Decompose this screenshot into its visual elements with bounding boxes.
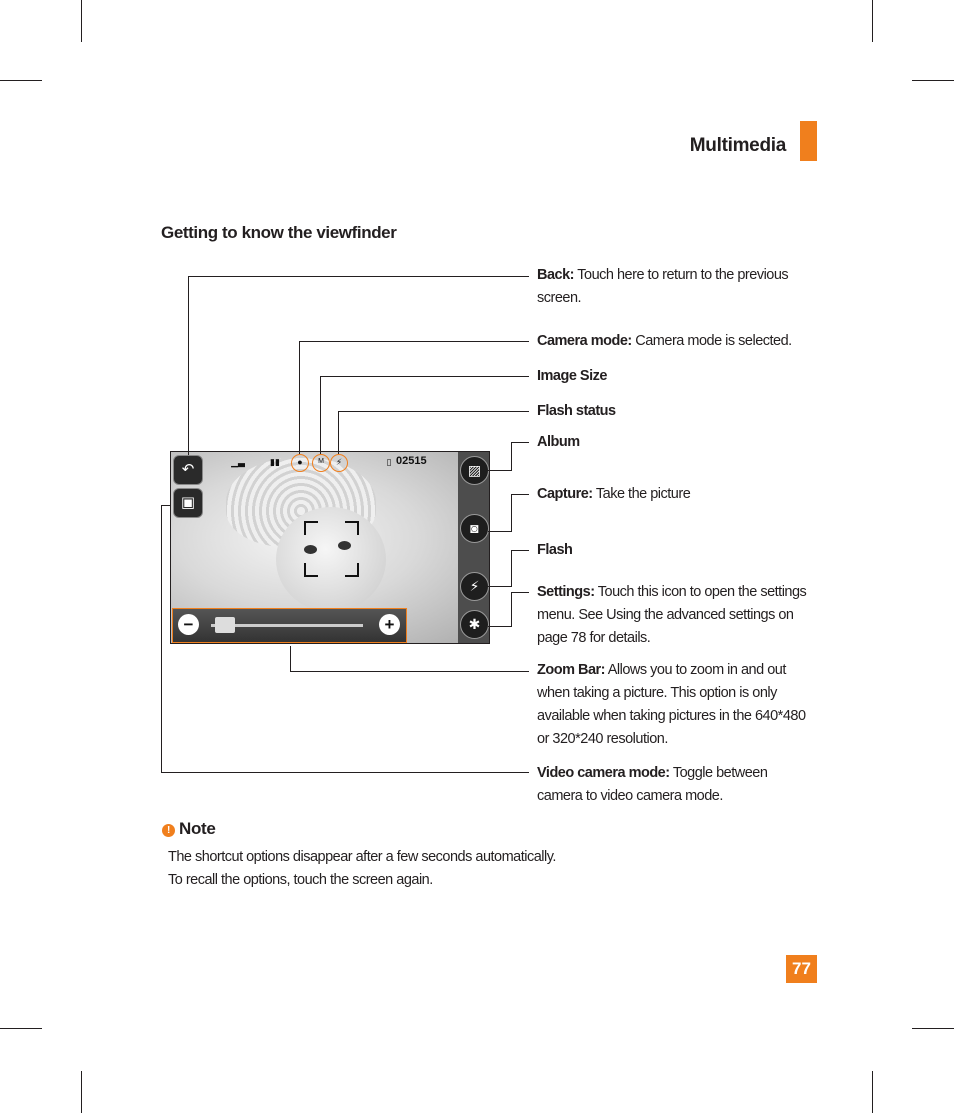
shot-counter: 02515 [396, 455, 427, 467]
note-line: The shortcut options disappear after a few seconds automatically. [168, 849, 556, 865]
signal-icon: ▁▃ [231, 457, 245, 467]
album-image-icon: ▨ [467, 462, 482, 478]
callout-label: Back: [537, 267, 574, 283]
note-body [168, 846, 556, 892]
viewfinder-screen [170, 451, 490, 644]
image-size-icon: M [318, 458, 324, 465]
camera-capture-icon: ◙ [470, 520, 479, 536]
zoom-in-button[interactable] [379, 614, 400, 635]
crop-mark [912, 1028, 954, 1029]
exclamation-icon: ! [162, 824, 175, 837]
baby-eye [304, 545, 317, 554]
video-camera-icon: ▣ [180, 494, 196, 511]
callout-label: Capture: [537, 486, 593, 502]
note-title: Note [179, 819, 216, 838]
callout-label: Image Size [537, 368, 607, 384]
leader-line [188, 276, 189, 455]
focus-bracket [304, 521, 318, 535]
battery-icon: ▮▮ [270, 457, 280, 467]
minus-icon: − [183, 615, 194, 634]
flash-bolt-icon: ⚡ [469, 578, 480, 594]
callout-text: Allows you to zoom in and out when taking a picture. This option is only available when taking pictures in the 640*480 or 320*240 resolution. [537, 662, 806, 747]
callout-label: Camera mode: [537, 333, 632, 349]
leader-line [299, 341, 300, 454]
crop-mark [912, 80, 954, 81]
callout-text: Touch this icon to open the settings menu. See Using the advanced settings on page 78 for details. [537, 584, 807, 646]
leader-line [511, 494, 529, 495]
focus-bracket [345, 521, 359, 535]
leader-line [511, 550, 512, 587]
leader-line [299, 341, 529, 342]
baby-face [276, 507, 386, 612]
leader-line [338, 411, 529, 412]
memory-icon: ▯ [386, 457, 392, 467]
callout-zoom-bar [537, 659, 807, 751]
crop-mark [872, 0, 873, 42]
note-line: To recall the options, touch the screen again. [168, 872, 433, 888]
capture-button[interactable] [460, 514, 489, 543]
callout-flash-status [537, 400, 817, 423]
back-arrow-icon: ↶ [181, 461, 195, 478]
leader-line [511, 592, 512, 627]
callout-label: Zoom Bar: [537, 662, 605, 678]
focus-bracket [345, 563, 359, 577]
chapter-tab [800, 121, 817, 161]
album-button[interactable] [460, 456, 489, 485]
callout-flash [537, 539, 817, 562]
callout-text: Toggle between camera to video camera mode. [537, 765, 768, 804]
leader-line [338, 411, 339, 454]
video-camera-mode-button[interactable] [173, 488, 203, 518]
camera-mode-icon: ● [297, 457, 303, 467]
zoom-out-button[interactable] [178, 614, 199, 635]
leader-line [488, 626, 512, 627]
callout-camera-mode [537, 330, 817, 353]
crop-mark [81, 0, 82, 42]
leader-line [188, 276, 529, 277]
crop-mark [0, 80, 42, 81]
note-heading [162, 819, 216, 839]
callout-back [537, 264, 817, 310]
callout-text: Touch here to return to the previous screen. [537, 267, 789, 306]
leader-line [488, 531, 512, 532]
leader-line [290, 646, 291, 672]
callout-capture [537, 483, 817, 506]
callout-label: Settings: [537, 584, 595, 600]
flash-button[interactable] [460, 572, 489, 601]
baby-eye [338, 541, 351, 550]
leader-line [161, 505, 171, 506]
plus-icon: + [384, 615, 395, 634]
leader-line [511, 442, 512, 471]
leader-line [511, 442, 529, 443]
leader-line [488, 586, 512, 587]
callout-label: Album [537, 434, 580, 450]
crop-mark [0, 1028, 42, 1029]
flash-status-icon: ⚡ [335, 457, 343, 467]
section-title: Getting to know the viewfinder [161, 223, 397, 242]
settings-button[interactable] [460, 610, 489, 639]
callout-album [537, 431, 817, 454]
leader-line [488, 470, 512, 471]
zoom-slider-thumb[interactable] [215, 617, 235, 633]
leader-line [511, 592, 529, 593]
crop-mark [872, 1071, 873, 1113]
callout-text: Take the picture [592, 486, 691, 502]
leader-line [290, 671, 529, 672]
callout-text: Camera mode is selected. [631, 333, 792, 349]
zoom-bar [172, 608, 407, 643]
callout-settings [537, 581, 817, 650]
leader-line [161, 772, 529, 773]
leader-line [320, 376, 321, 454]
callout-label: Flash status [537, 403, 616, 419]
focus-bracket [304, 563, 318, 577]
leader-line [511, 550, 529, 551]
back-button[interactable] [173, 455, 203, 485]
chapter-title: Multimedia [689, 135, 786, 156]
leader-line [511, 494, 512, 532]
callout-label: Flash [537, 542, 573, 558]
leader-line [320, 376, 529, 377]
callout-label: Video camera mode: [537, 765, 670, 781]
callout-video-mode [537, 762, 802, 808]
right-toolbar [458, 452, 489, 643]
leader-line [161, 505, 162, 773]
callout-image-size [537, 365, 817, 388]
crop-mark [81, 1071, 82, 1113]
page-number: 77 [786, 955, 817, 983]
gear-icon: ✱ [468, 616, 481, 632]
